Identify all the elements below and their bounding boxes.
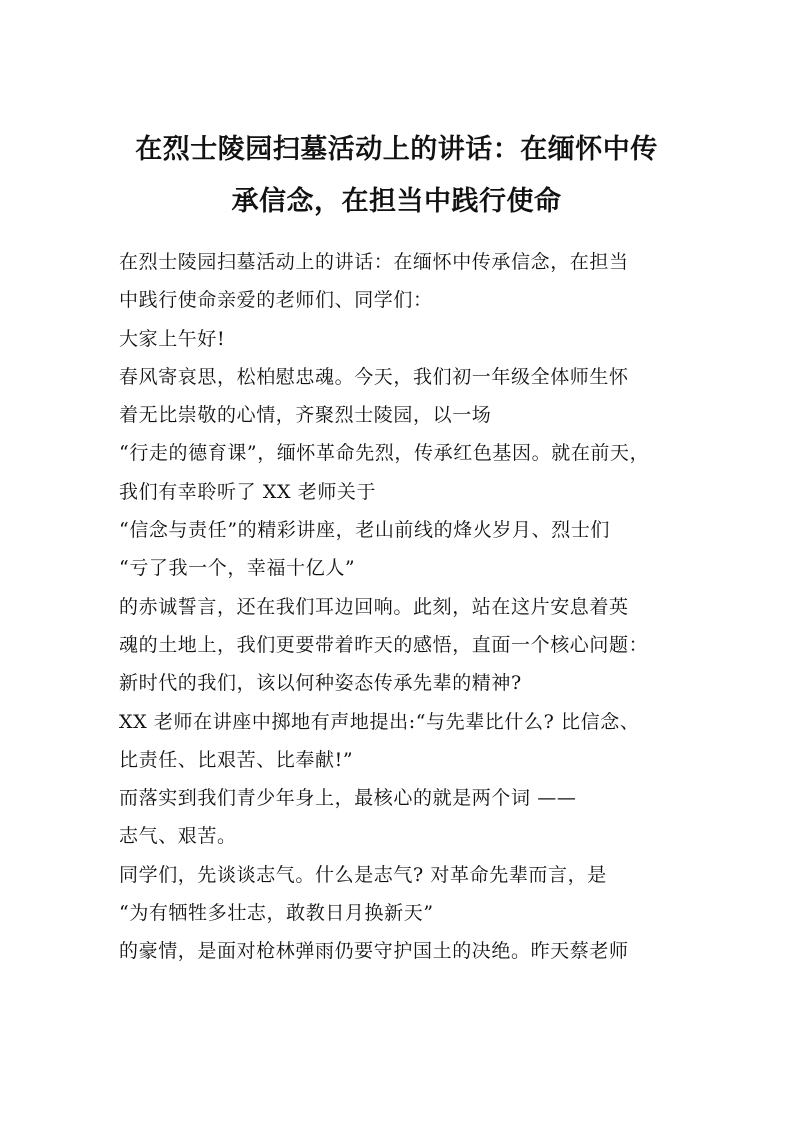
document-title: [100, 124, 693, 228]
body-line: 魂的土地上，我们更要带着昨天的感悟，直面一个核心问题：: [119, 633, 649, 656]
body-line: “行走的德育课”，缅怀革命先烈，传承红色基因。就在前天，: [119, 442, 650, 465]
body-line: 志气、艰苦。: [119, 825, 237, 848]
body-line: 着无比崇敬的心情，齐聚烈士陵园，以一场: [119, 404, 492, 427]
body-line: “亏了我一个，幸福十亿人”: [119, 557, 356, 580]
body-line: 同学们，先谈谈志气。什么是志气? 对革命先辈而言，是: [119, 863, 607, 886]
body-line: 在烈士陵园扫墓活动上的讲话：在缅怀中传承信念，在担当: [119, 251, 629, 273]
body-line: “为有牺牲多壮志，敢教日月换新天”: [119, 902, 434, 925]
body-line: 大家上午好!: [119, 327, 226, 350]
body-line: 春风寄哀思，松柏慰忠魂。今天，我们初一年级全体师生怀: [119, 365, 629, 388]
body-line: 中践行使命亲爱的老师们、同学们：: [119, 289, 433, 312]
body-line: 的赤诚誓言，还在我们耳边回响。此刻，站在这片安息着英: [119, 595, 629, 618]
document-body: [119, 243, 679, 971]
body-line: “信念与责任”的精彩讲座，老山前线的烽火岁月、烈士们: [119, 519, 611, 542]
title-line-2: 承信念，在担当中践行使命: [231, 186, 562, 217]
body-line: 我们有幸聆听了 XX 老师关于: [119, 480, 377, 503]
body-line: 比责任、比艰苦、比奉献!”: [119, 748, 354, 771]
title-line-1: 在烈士陵园扫墓活动上的讲话：在缅怀中传: [135, 134, 658, 165]
body-line: XX 老师在讲座中掷地有声地提出:“与先辈比什么? 比信念、: [119, 710, 640, 733]
body-line: 的豪情，是面对枪林弹雨仍要守护国土的决绝。昨天蔡老师: [119, 940, 629, 963]
body-line: 而落实到我们青少年身上，最核心的就是两个词 ——: [119, 787, 577, 810]
body-line: 新时代的我们，该以何种姿态传承先辈的精神?: [119, 672, 522, 695]
